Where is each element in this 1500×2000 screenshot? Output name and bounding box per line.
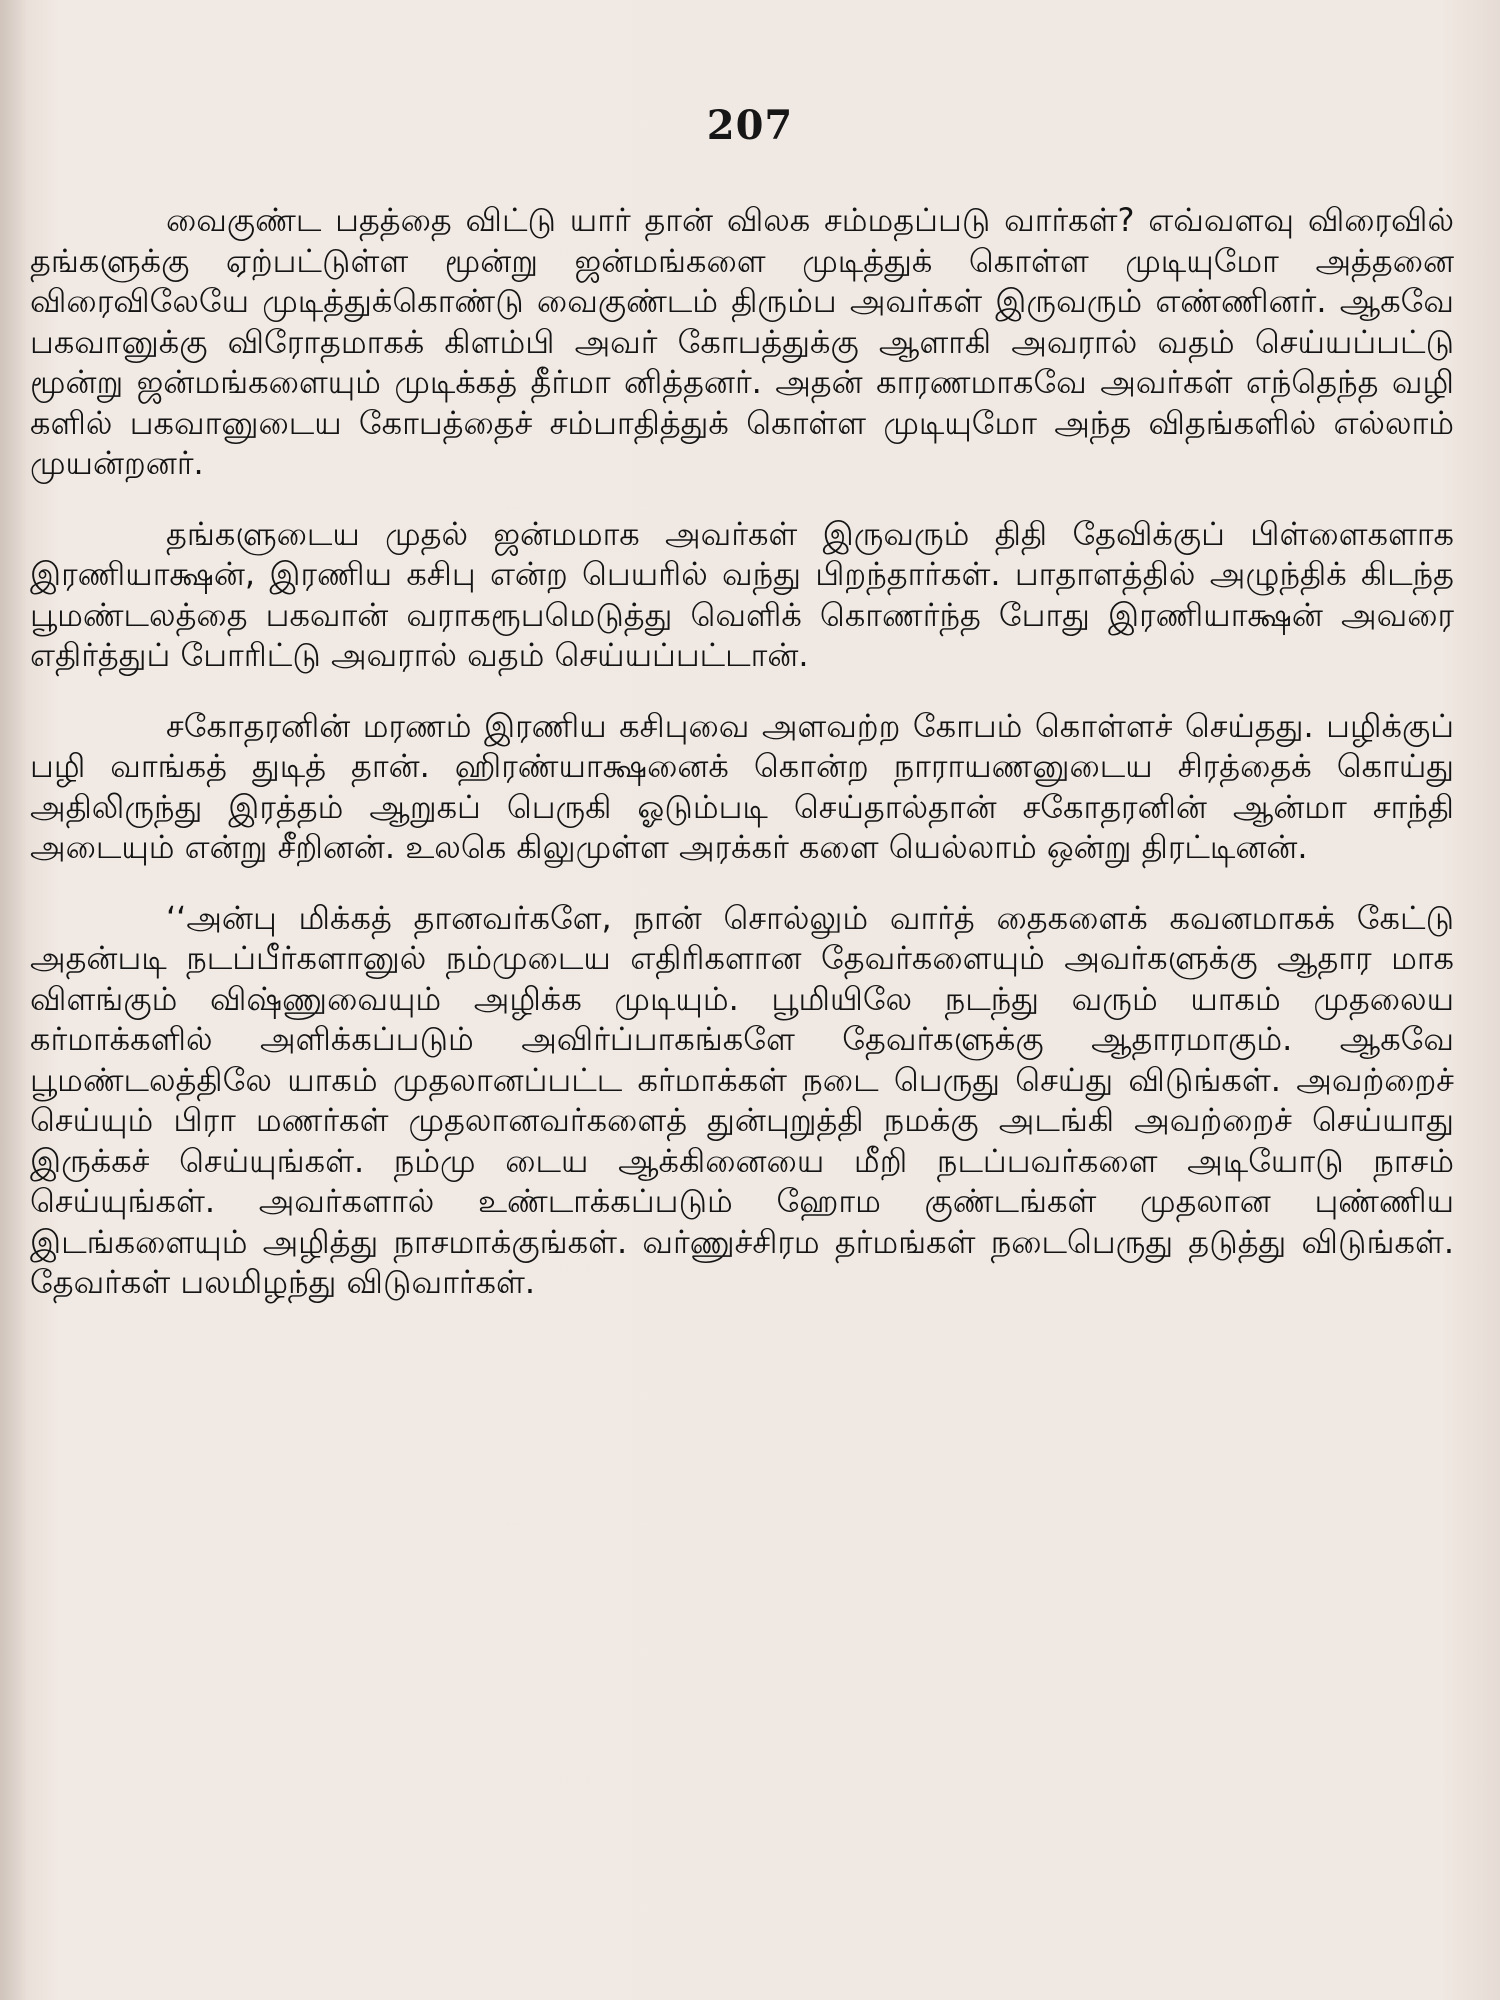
- paragraph-1: வைகுண்ட பதத்தை விட்டு யார் தான் விலக சம்மதப்படு வார்கள்? எவ்வளவு விரைவில் தங்களுக்கு ஏற்பட்டுள்ள மூன்று ஜன்மங்களை முடித்துக் கொள்ள முடியுமோ அத்தனை விரைவிலேயே முடித்துக்கொண்டு வைகுண்டம் திரும்ப அவர்கள் இருவரும் எண்ணினர். ஆகவே பகவானுக்கு விரோதமாகக் கிளம்பி அவர் கோபத்துக்கு ஆளாகி அவரால் வதம் செய்யப்பட்டு மூன்று ஜன்மங்களையும் முடிக்கத் தீர்மா னித்தனர். அதன் காரணமாகவே அவர்கள் எந்தெந்த வழி களில் பகவானுடைய கோபத்தைச் சம்பாதித்துக் கொள்ள முடியுமோ அந்த விதங்களில் எல்லாம் முயன்றனர்.: [30, 201, 1454, 482]
- paragraph-3: சகோதரனின் மரணம் இரணிய கசிபுவை அளவற்ற கோபம் கொள்ளச் செய்தது. பழிக்குப் பழி வாங்கத் துடித் தான். ஹிரண்யாக்ஷனைக் கொன்ற நாராயணனுடைய சிரத்தைக் கொய்து அதிலிருந்து இரத்தம் ஆறுகப் பெருகி ஓடும்படி செய்தால்தான் சகோதரனின் ஆன்மா சாந்தி அடையும் என்று சீறினன். உலகெ கிலுமுள்ள அரக்கர் களை யெல்லாம் ஒன்று திரட்டினன்.: [30, 706, 1454, 866]
- page-binding-edge: [0, 0, 26, 2000]
- paragraph-4: ‘‘அன்பு மிக்கத் தானவர்களே, நான் சொல்லும் வார்த் தைகளைக் கவனமாகக் கேட்டு அதன்படி நடப்பீர்களானுல் நம்முடைய எதிரிகளான தேவர்களையும் அவர்களுக்கு ஆதார மாக விளங்கும் விஷ்ணுவையும் அழிக்க முடியும். பூமியிலே நடந்து வரும் யாகம் முதலைய கர்மாக்களில் அளிக்கப்படும் அவிர்ப்பாகங்களே தேவர்களுக்கு ஆதாரமாகும். ஆகவே பூமண்டலத்திலே யாகம் முதலானப்பட்ட கர்மாக்கள் நடை பெருது செய்து விடுங்கள். அவற்றைச் செய்யும் பிரா மணர்கள் முதலானவர்களைத் துன்புறுத்தி நமக்கு அடங்கி அவற்றைச் செய்யாது இருக்கச் செய்யுங்கள். நம்மு டைய ஆக்கினையை மீறி நடப்பவர்களை அடியோடு நாசம் செய்யுங்கள். அவர்களால் உண்டாக்கப்படும் ஹோம குண்டங்கள் முதலான புண்ணிய இடங்களையும் அழித்து நாசமாக்குங்கள். வர்ணுச்சிரம தர்மங்கள் நடைபெருது தடுத்து விடுங்கள். தேவர்கள் பலமிழந்து விடுவார்கள்.: [30, 898, 1455, 1301]
- paragraph-2: தங்களுடைய முதல் ஜன்மமாக அவர்கள் இருவரும் திதி தேவிக்குப் பிள்ளைகளாக இரணியாக்ஷன், இரணிய கசிபு என்ற பெயரில் வந்து பிறந்தார்கள். பாதாளத்தில் அழுந்திக் கிடந்த பூமண்டலத்தை பகவான் வராகரூபமெடுத்து வெளிக் கொணர்ந்த போது இரணியாக்ஷன் அவரை எதிர்த்துப் போரிட்டு அவரால் வதம் செய்யப்பட்டான்.: [30, 514, 1454, 674]
- body-text: [30, 200, 1454, 1303]
- page-number: 207: [706, 102, 794, 149]
